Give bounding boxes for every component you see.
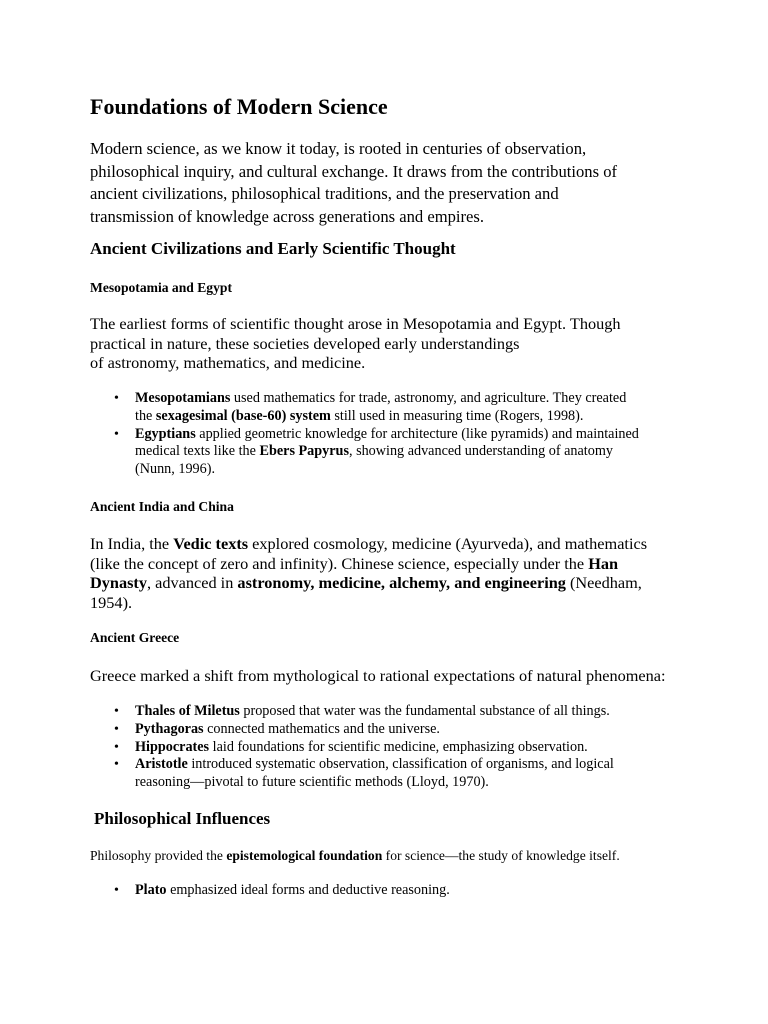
bold-term: Pythagoras [135, 720, 204, 737]
list-item [90, 426, 680, 479]
intro-line: philosophical inquiry, and cultural exchange. It draws from the contributions of [90, 161, 618, 181]
list-item-text: medical texts like the [135, 443, 260, 460]
list-item-text: emphasized ideal forms and deductive reasoning. [166, 882, 450, 898]
paragraph-line: of astronomy, mathematics, and medicine. [90, 353, 366, 372]
list-item-text: introduced systematic observation, classification of organisms, and logical [187, 756, 614, 773]
paragraph-text: for science—the study of knowledge itself. [382, 848, 620, 863]
paragraph-text: Greece marked a shift from mythological to rational expectations of natural phenomena: [90, 666, 666, 685]
paragraph-text: In India, the [90, 534, 174, 553]
bold-term: Dynasty [90, 573, 147, 592]
paragraph-text: (like the concept of zero and infinity). Chinese science, especially under the [90, 553, 589, 573]
subsection-heading-ancient-greece: Ancient Greece [90, 630, 180, 645]
mesopotamia-paragraph [90, 314, 680, 373]
intro-paragraph [90, 138, 680, 228]
list-item-text: connected mathematics and the universe. [203, 720, 440, 737]
list-item-text: , showing advanced understanding of anatomy [348, 443, 613, 460]
bold-term: Thales of Miletus [135, 703, 240, 719]
list-item-text: (Nunn, 1996). [135, 461, 215, 478]
bold-term: Hippocrates [135, 738, 210, 755]
paragraph-text: , advanced in [147, 573, 238, 592]
bold-term: Plato [135, 882, 167, 898]
intro-line: Modern science, as we know it today, is rooted in centuries of observation, [90, 139, 587, 158]
intro-line: ancient civilizations, philosophical traditions, and the preservation and [90, 184, 559, 203]
greece-paragraph [90, 666, 680, 686]
mesopotamia-egypt-list [90, 390, 680, 479]
bold-term: Mesopotamians [135, 390, 231, 406]
paragraph-text: Philosophy provided the [90, 848, 227, 863]
philosophy-list [90, 882, 680, 900]
list-item-text: still used in measuring time (Rogers, 1998). [330, 407, 584, 424]
bold-term: Aristotle [135, 756, 188, 773]
list-item [90, 703, 680, 721]
philosophy-paragraph [90, 847, 680, 865]
subsection-heading-india-china: Ancient India and China [90, 499, 234, 514]
list-item [90, 739, 680, 757]
paragraph-line: practical in nature, these societies developed early understandings [90, 333, 520, 353]
paragraph-text: (Needham, [565, 573, 642, 592]
paragraph-text: 1954). [90, 592, 133, 612]
list-item [90, 721, 680, 739]
bold-term: Han [588, 553, 619, 573]
paragraph-text: explored cosmology, medicine (Ayurveda), and mathematics [248, 534, 648, 553]
list-item-text: applied geometric knowledge for architecture (like pyramids) and maintained [195, 425, 639, 442]
list-item [90, 390, 680, 426]
paragraph-line: The earliest forms of scientific thought arose in Mesopotamia and Egypt. Though [90, 314, 621, 333]
bold-term: epistemological foundation [226, 848, 383, 863]
bold-term: sexagesimal (base-60) system [155, 407, 331, 424]
bold-term: Egyptians [135, 425, 196, 442]
greece-list [90, 703, 680, 792]
list-item-text: proposed that water was the fundamental substance of all things. [239, 703, 610, 719]
list-item-text: the [135, 407, 156, 424]
list-item-text: reasoning—pivotal to future scientific methods (Lloyd, 1970). [135, 774, 489, 791]
bold-term: Vedic texts [173, 534, 249, 553]
section-heading-ancient-civilizations: Ancient Civilizations and Early Scientific Thought [90, 239, 456, 258]
list-item [90, 756, 680, 792]
section-heading-philosophical-influences: Philosophical Influences [94, 809, 271, 828]
bold-term: astronomy, medicine, alchemy, and engineering [237, 573, 566, 592]
india-china-paragraph [90, 534, 680, 612]
intro-line: transmission of knowledge across generations and empires. [90, 206, 485, 226]
list-item [90, 882, 680, 900]
bold-term: Ebers Papyrus [259, 443, 349, 460]
list-item-text: used mathematics for trade, astronomy, and agriculture. They created [230, 390, 627, 406]
list-item-text: laid foundations for scientific medicine, emphasizing observation. [209, 738, 588, 755]
subsection-heading-mesopotamia-egypt: Mesopotamia and Egypt [90, 280, 232, 295]
page-title: Foundations of Modern Science [90, 94, 388, 119]
